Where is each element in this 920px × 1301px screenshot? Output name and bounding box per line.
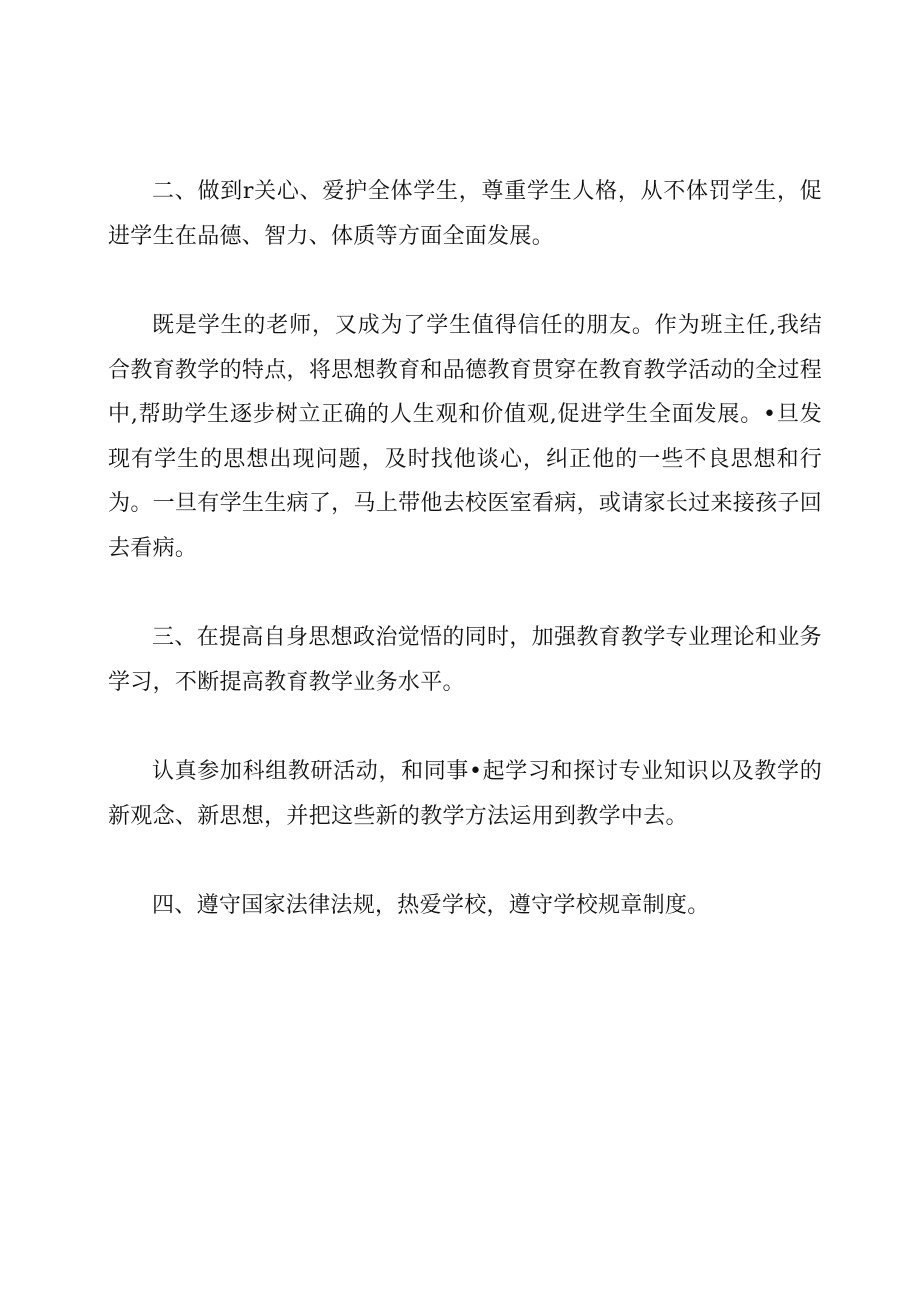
document-body [108, 170, 822, 974]
paragraph-section-three: 三、在提高自身思想政治觉悟的同时，加强教育教学专业理论和业务学习，不断提高教育教学业务水平。 [108, 625, 822, 695]
paragraph-teaching-research: 认真参加科组教研活动，和同事•起学习和探讨专业知识以及教学的新观念、新思想，并把这些新的教学方法运用到教学中去。 [108, 759, 822, 829]
paragraph-section-four: 四、遵守国家法律法规，热爱学校，遵守学校规章制度。 [152, 893, 710, 918]
paragraph-teacher-friend: 既是学生的老师，又成为了学生值得信任的朋友。作为班主任,我结合教育教学的特点，将思想教育和品德教育贯穿在教育教学活动的全过程中,帮助学生逐步树立正确的人生观和价值观,促进学生全面发展。•旦发现有学生的思想出现问题，及时找他谈心，纠正他的一些不良思想和行为。一旦有学生生病了，马上带他去校医室看病，或请家长过来接孩子回去看病。 [108, 313, 822, 561]
paragraph-section-two: 二、做到r关心、爱护全体学生，尊重学生人格，从不体罚学生，促进学生在品德、智力、体质等方面全面发展。 [108, 179, 822, 249]
